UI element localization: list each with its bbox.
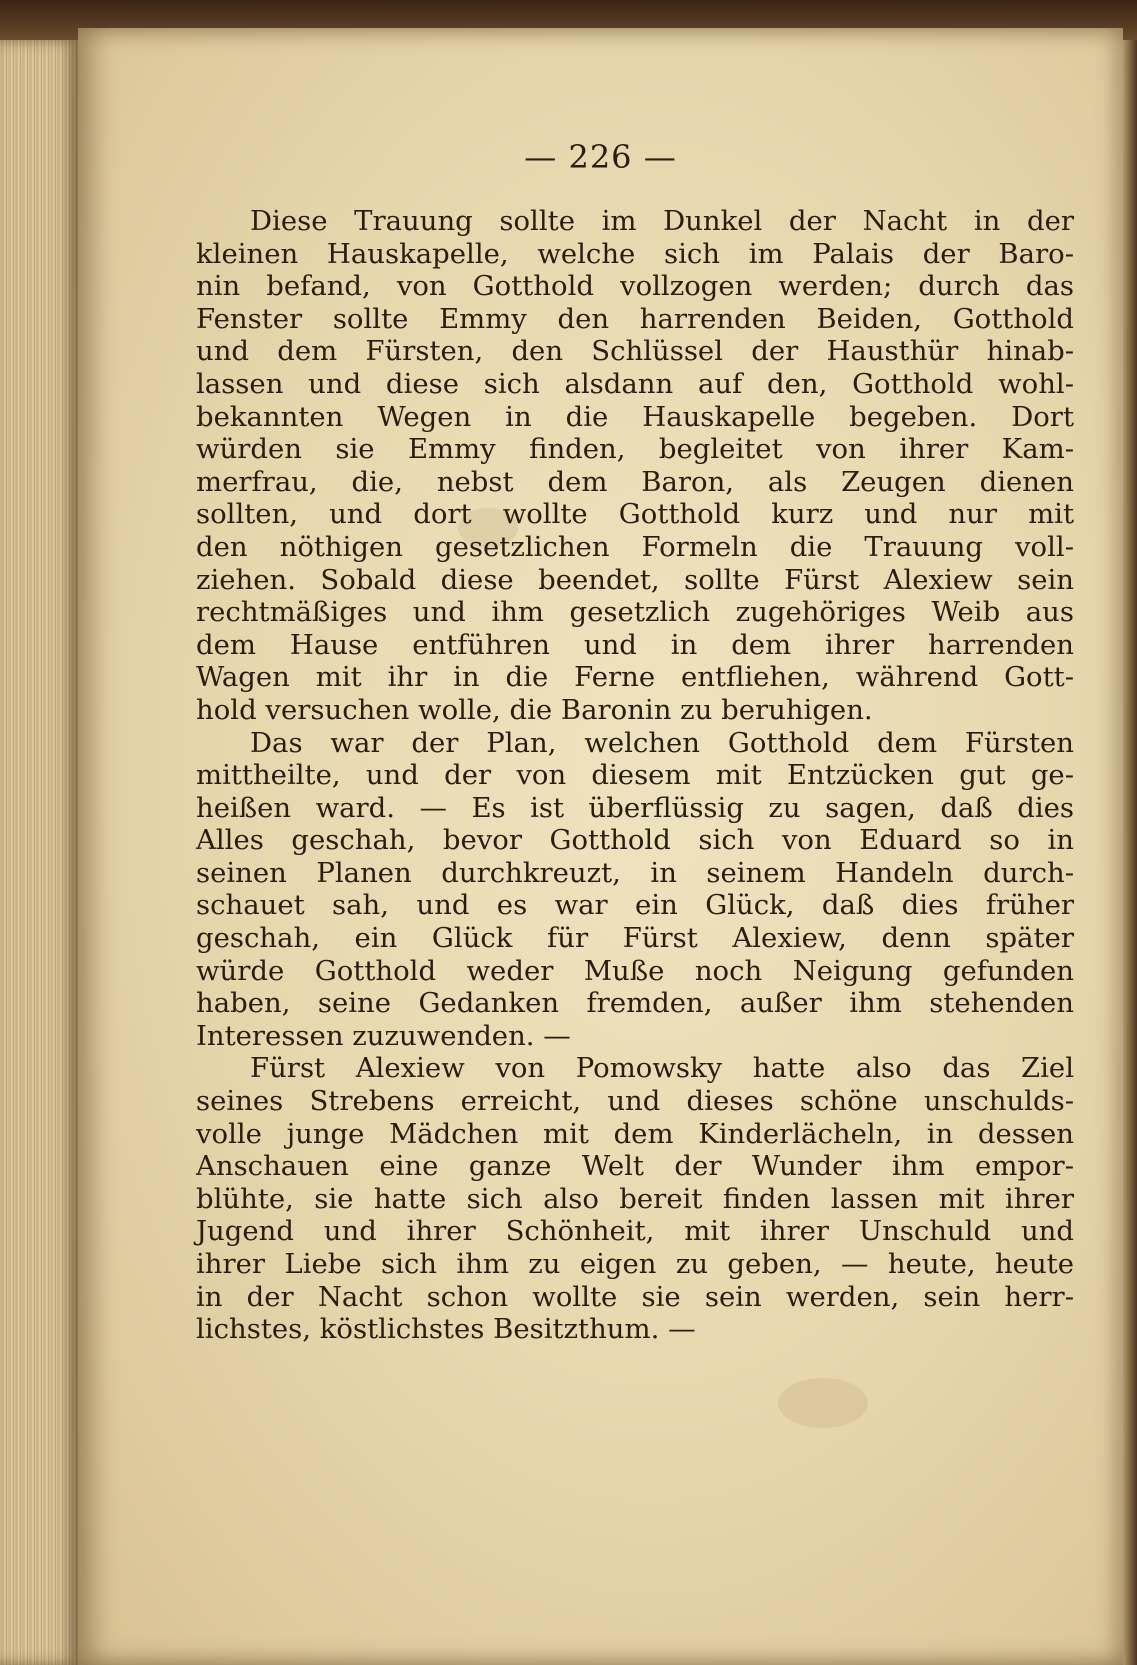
text-line: geschah, ein Glück für Fürst Alexiew, denn später xyxy=(196,922,1074,955)
text-line: ihrer Liebe sich ihm zu eigen zu geben, — heute, heute xyxy=(196,1248,1074,1280)
text-line: haben, seine Gedanken fremden, außer ihm stehenden xyxy=(196,987,1074,1020)
text-line: seinen Planen durchkreuzt, in seinem Handeln durch- xyxy=(196,856,1074,889)
text-line: würden sie Emmy finden, begleitet von ihrer Kam- xyxy=(196,433,1074,466)
text-line: in der Nacht schon wollte sie sein werden, sein herr- xyxy=(196,1280,1074,1313)
page-edges xyxy=(0,40,78,1665)
text-line: heißen ward. — Es ist überflüssig zu sagen, daß dies xyxy=(196,791,1074,824)
page-number: — 226 — xyxy=(524,138,677,176)
text-line: bekannten Wegen in die Hauskapelle begeben. Dort xyxy=(196,400,1074,433)
text-line: kleinen Hauskapelle, welche sich im Palais der Baro- xyxy=(196,237,1074,270)
text-line: Fürst Alexiew von Pomowsky hatte also das Ziel xyxy=(250,1052,1074,1085)
body-text xyxy=(196,205,1074,1346)
text-line: würde Gotthold weder Muße noch Neigung gefunden xyxy=(196,954,1074,987)
text-line: Wagen mit ihr in die Ferne entfliehen, während Gott- xyxy=(196,661,1074,694)
text-line: lassen und diese sich alsdann auf den, Gotthold wohl- xyxy=(196,367,1074,400)
paragraph xyxy=(196,1052,1074,1345)
text-line: merfrau, die, nebst dem Baron, als Zeugen dienen xyxy=(196,465,1074,498)
text-line: blühte, sie hatte sich also bereit finden lassen mit ihrer xyxy=(196,1182,1074,1215)
text-line: ziehen. Sobald diese beendet, sollte Fürst Alexiew sein xyxy=(196,563,1074,596)
text-line: seines Strebens erreicht, und dieses schöne unschulds- xyxy=(196,1085,1074,1118)
text-line: Anschauen eine ganze Welt der Wunder ihm empor- xyxy=(196,1150,1074,1183)
text-line: nin befand, von Gotthold vollzogen werden; durch das xyxy=(196,270,1074,303)
text-line: schauet sah, und es war ein Glück, daß dies früher xyxy=(196,889,1074,922)
text-line: Jugend und ihrer Schönheit, mit ihrer Unschuld und xyxy=(196,1215,1074,1248)
text-line: hold versuchen wolle, die Baronin zu beruhigen. xyxy=(196,693,873,726)
text-line: Fenster sollte Emmy den harrenden Beiden, Gotthold xyxy=(196,302,1074,335)
paper-stain xyxy=(778,1378,868,1428)
text-line: lichstes, köstlichstes Besitzthum. — xyxy=(196,1313,696,1346)
text-line: und dem Fürsten, den Schlüssel der Hausthür hinab- xyxy=(196,335,1074,368)
text-line: mittheilte, und der von diesem mit Entzücken gut ge- xyxy=(196,759,1074,792)
text-line: Interessen zuzuwenden. — xyxy=(196,1019,571,1052)
text-line: rechtmäßiges und ihm gesetzlich zugehöriges Weib aus xyxy=(196,596,1074,629)
paragraph xyxy=(196,727,1074,1053)
paragraph xyxy=(196,205,1074,727)
text-line: den nöthigen gesetzlichen Formeln die Trauung voll- xyxy=(196,530,1074,563)
book-gutter xyxy=(1123,40,1137,1665)
text-line: Alles geschah, bevor Gotthold sich von Eduard so in xyxy=(196,824,1074,857)
text-line: Das war der Plan, welchen Gotthold dem Fürsten xyxy=(250,726,1074,759)
text-line: Diese Trauung sollte im Dunkel der Nacht in der xyxy=(250,205,1074,237)
text-line: volle junge Mädchen mit dem Kinderlächeln, in dessen xyxy=(196,1117,1074,1150)
text-line: sollten, und dort wollte Gotthold kurz und nur mit xyxy=(196,498,1074,531)
text-line: dem Hause entführen und in dem ihrer harrenden xyxy=(196,628,1074,661)
